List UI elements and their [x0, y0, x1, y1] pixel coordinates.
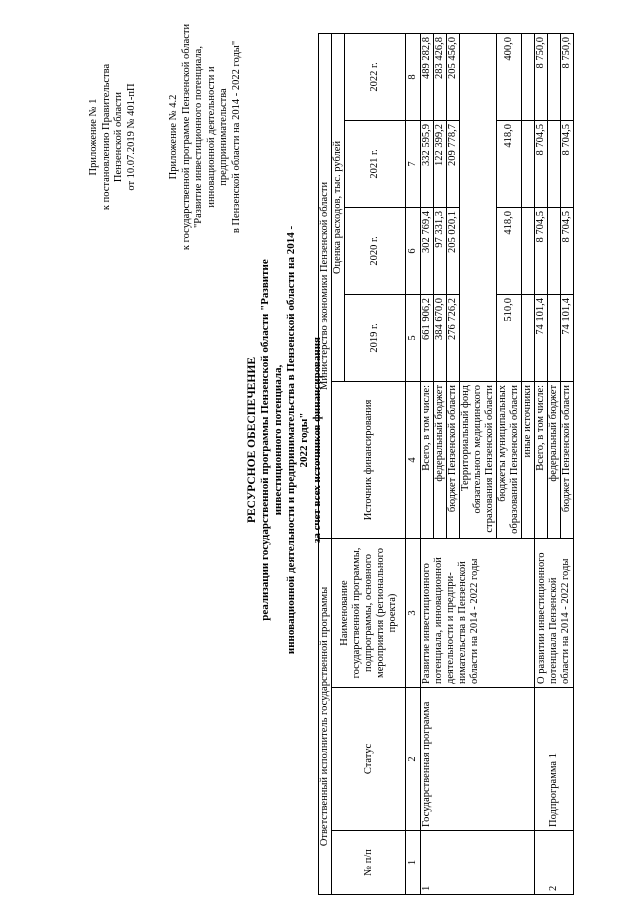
appendix-1-line: к постановлению Правительства: [100, 63, 112, 211]
appendix-2-line: Приложение № 4.2: [168, 94, 179, 180]
header-number: № п/п: [332, 831, 406, 895]
row-number: 2: [535, 831, 574, 895]
value-cell: 8 704,5: [535, 120, 548, 207]
column-number: 7: [406, 120, 421, 207]
header-program-name: Наименование государственной программы, подпрограммы, основного мероприятия (регионального проекта): [332, 538, 406, 687]
value-cell: 205 456,0: [447, 33, 460, 120]
value-cell: 418,0: [497, 120, 522, 207]
header-row: [332, 33, 345, 894]
year-cell: 2021 г.: [345, 120, 406, 207]
value-cell: 8 704,5: [561, 207, 574, 294]
value-cell: 418,0: [497, 207, 522, 294]
source-cell: федеральный бюджет: [548, 381, 561, 538]
value-cell: [548, 207, 561, 294]
value-cell: 400,0: [497, 33, 522, 120]
source-cell: Всего, в том числе:: [535, 381, 548, 538]
value-cell: 384 670,0: [434, 294, 447, 381]
row-program-name: О развитии инвестиционного потенциала Пензенской области на 2014 - 2022 годы: [535, 538, 574, 687]
executor-row: [319, 33, 332, 894]
value-cell: 8 750,0: [561, 33, 574, 120]
source-cell: Территориальный фонд обязательного медицинского страхования Пензенской области: [460, 381, 497, 538]
source-cell: Всего, в том числе:: [421, 381, 434, 538]
value-cell: [548, 120, 561, 207]
appendix-1-line: Приложение № 1: [88, 98, 99, 176]
year-cell: 2019 г.: [345, 294, 406, 381]
value-cell: [522, 33, 535, 120]
header-source: Источник финансирования: [332, 381, 406, 538]
row-status: Государственная программа: [421, 688, 535, 831]
value-cell: 209 778,7: [447, 120, 460, 207]
value-cell: 74 101,4: [535, 294, 548, 381]
value-cell: 8 704,5: [535, 207, 548, 294]
value-cell: [548, 294, 561, 381]
document-title: [246, 215, 324, 665]
value-cell: 8 704,5: [561, 120, 574, 207]
appendix-2-line: к государственной программе Пензенской области: [180, 23, 192, 251]
row-number: 1: [421, 831, 535, 895]
value-cell: 276 726,2: [447, 294, 460, 381]
value-cell: 205 020,1: [447, 207, 460, 294]
value-cell-merged: [460, 33, 497, 381]
appendix-1-line: Пензенской области: [113, 91, 124, 183]
column-number: 2: [406, 688, 421, 831]
table-row: [421, 33, 434, 894]
value-cell: 510,0: [497, 294, 522, 381]
value-cell: 74 101,4: [561, 294, 574, 381]
column-numbers-row: [406, 33, 421, 894]
year-cell: 2020 г.: [345, 207, 406, 294]
title-line: реализации государственной программы Пензенской области "Развитие инвестиционного потенциала,: [259, 259, 284, 621]
column-number: 1: [406, 831, 421, 895]
value-cell: 302 769,4: [421, 207, 434, 294]
value-cell: [522, 120, 535, 207]
value-cell: 283 426,8: [434, 33, 447, 120]
value-cell: 8 750,0: [535, 33, 548, 120]
source-cell: бюджет Пензенской области: [561, 381, 574, 538]
value-cell: [548, 33, 561, 120]
year-cell: 2022 г.: [345, 33, 406, 120]
column-number: 5: [406, 294, 421, 381]
value-cell: 332 595,9: [421, 120, 434, 207]
resource-table: [318, 33, 574, 895]
column-number: 8: [406, 33, 421, 120]
value-cell: 489 282,8: [421, 33, 434, 120]
source-cell: бюджеты муниципальных образований Пензенской области: [497, 381, 522, 538]
row-status: Подпрограмма 1: [535, 688, 574, 831]
appendix-2-line: в Пензенской области на 2014 - 2022 годы": [230, 40, 242, 234]
executor-value: Министерство экономики Пензенской области: [319, 33, 332, 538]
column-number: 6: [406, 207, 421, 294]
table-row: [535, 33, 548, 894]
appendix-4-2-note: [168, 22, 243, 252]
value-cell: 661 906,2: [421, 294, 434, 381]
value-cell: 97 331,3: [434, 207, 447, 294]
appendix-2-line: инновационной деятельности и предпринимательства: [205, 66, 229, 208]
appendix-2-line: "Развитие инвестиционного потенциала,: [193, 46, 204, 228]
source-cell: федеральный бюджет: [434, 381, 447, 538]
appendix-1-line: от 10.07.2019 № 401-пП: [125, 83, 137, 191]
header-estimate: Оценка расходов, тыс. рублей: [332, 33, 345, 381]
title-line: инновационной деятельности и предпринимательства в Пензенской области на 2014 - 2022 годы": [285, 225, 310, 655]
column-number: 4: [406, 381, 421, 538]
title-main: РЕСУРСНОЕ ОБЕСПЕЧЕНИЕ: [246, 357, 258, 524]
value-cell: 122 399,2: [434, 120, 447, 207]
source-cell: иные источники: [522, 381, 535, 538]
row-program-name: Развитие инвестиционного потенциала, инновационной деятельности и предпри-нимательства в Пензенской области на 2014 - 2022 годы: [421, 538, 535, 687]
executor-label: Ответственный исполнитель государственной программы: [319, 538, 332, 894]
appendix-1-note: [88, 22, 138, 252]
value-cell: [522, 294, 535, 381]
header-status: Статус: [332, 688, 406, 831]
value-cell: [522, 207, 535, 294]
source-cell: бюджет Пензенской области: [447, 381, 460, 538]
title-line: за счет всех источников финансирования: [311, 337, 323, 544]
column-number: 3: [406, 538, 421, 687]
